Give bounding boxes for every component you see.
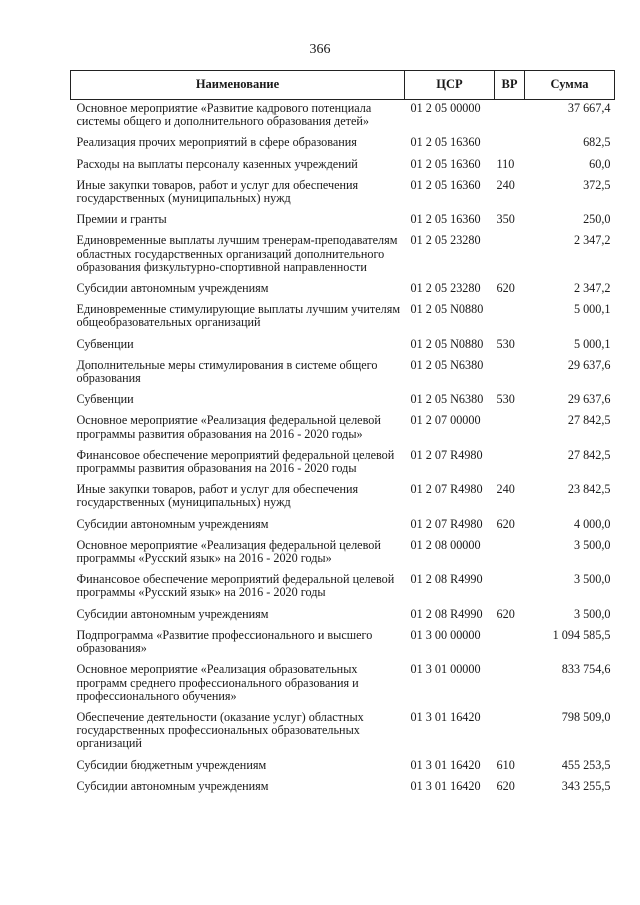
table-row bbox=[71, 280, 615, 301]
table-row bbox=[71, 627, 615, 661]
row-sum-cell: 682,5 bbox=[583, 135, 611, 150]
row-vr-cell bbox=[495, 537, 525, 571]
row-sum-cell: 455 253,5 bbox=[561, 757, 611, 772]
table-row bbox=[71, 156, 615, 177]
row-sum-cell: 798 509,0 bbox=[561, 709, 611, 724]
row-name-cell: Премии и гранты bbox=[76, 212, 167, 227]
row-name-cell: Основное мероприятие «Реализация образовательных программ среднего профессионального образования и профессионального обучения» bbox=[76, 662, 359, 703]
row-name-cell: Субвенции bbox=[76, 336, 134, 351]
row-vr-cell bbox=[495, 232, 525, 280]
row-vr-cell: 620 bbox=[496, 606, 515, 621]
row-name-cell: Субвенции bbox=[76, 392, 134, 407]
row-sum-cell: 2 347,2 bbox=[573, 233, 611, 248]
row-csr-cell: 01 2 05 N0880 bbox=[410, 302, 484, 317]
row-sum-cell: 3 500,0 bbox=[573, 572, 611, 587]
row-csr-cell: 01 2 07 00000 bbox=[410, 413, 481, 428]
header-csr: ЦСР bbox=[405, 71, 495, 100]
table-row bbox=[71, 481, 615, 515]
row-csr-cell: 01 3 00 00000 bbox=[410, 627, 481, 642]
row-name-cell: Дополнительные меры стимулирования в системе общего образования bbox=[76, 357, 378, 386]
table-row bbox=[71, 232, 615, 280]
page-number: 366 bbox=[309, 42, 331, 57]
header-name: Наименование bbox=[71, 71, 405, 100]
row-sum-cell: 1 094 585,5 bbox=[552, 627, 611, 642]
row-sum-cell: 37 667,4 bbox=[567, 101, 611, 115]
row-vr-cell bbox=[495, 301, 525, 335]
row-vr-cell: 530 bbox=[496, 392, 515, 407]
row-sum-cell: 27 842,5 bbox=[567, 447, 611, 462]
row-vr-cell bbox=[495, 357, 525, 391]
row-name-cell: Основное мероприятие «Развитие кадрового потенциала системы общего и дополнительного образования детей» bbox=[76, 101, 372, 129]
header-sum: Сумма bbox=[525, 71, 615, 100]
row-vr-cell: 240 bbox=[496, 482, 515, 497]
row-csr-cell: 01 2 05 23280 bbox=[410, 233, 481, 248]
row-vr-cell bbox=[495, 661, 525, 709]
table-header bbox=[71, 71, 615, 100]
row-vr-cell: 610 bbox=[496, 757, 515, 772]
row-vr-cell: 620 bbox=[496, 516, 515, 531]
row-csr-cell: 01 2 05 N0880 bbox=[410, 336, 484, 351]
row-sum-cell: 60,0 bbox=[589, 156, 611, 171]
row-name-cell: Субсидии автономным учреждениям bbox=[76, 516, 269, 531]
row-sum-cell: 27 842,5 bbox=[567, 413, 611, 428]
table-row bbox=[71, 301, 615, 335]
row-csr-cell: 01 2 05 16360 bbox=[410, 212, 481, 227]
row-csr-cell: 01 2 05 16360 bbox=[410, 135, 481, 150]
row-sum-cell: 4 000,0 bbox=[573, 516, 611, 531]
table-row bbox=[71, 357, 615, 391]
row-vr-cell bbox=[495, 100, 525, 135]
row-csr-cell: 01 2 07 R4980 bbox=[410, 447, 483, 462]
row-sum-cell: 5 000,1 bbox=[573, 302, 611, 317]
row-csr-cell: 01 2 08 00000 bbox=[410, 537, 481, 552]
table-row bbox=[71, 391, 615, 412]
row-sum-cell: 5 000,1 bbox=[573, 336, 611, 351]
row-sum-cell: 833 754,6 bbox=[561, 662, 611, 677]
row-name-cell: Единовременные стимулирующие выплаты лучшим учителям общеобразовательных организаций bbox=[76, 302, 401, 330]
row-csr-cell: 01 2 07 R4980 bbox=[410, 516, 483, 531]
budget-table-container bbox=[70, 70, 614, 799]
row-name-cell: Обеспечение деятельности (оказание услуг) областных государственных профессиональных образовательных организаций bbox=[76, 709, 364, 751]
row-sum-cell: 372,5 bbox=[583, 177, 611, 192]
row-sum-cell: 2 347,2 bbox=[573, 281, 611, 296]
row-csr-cell: 01 2 05 00000 bbox=[410, 101, 481, 115]
row-sum-cell: 343 255,5 bbox=[561, 778, 611, 793]
row-name-cell: Финансовое обеспечение мероприятий федеральной целевой программы развития образования на 2016 - 2020 годы bbox=[76, 447, 395, 476]
row-csr-cell: 01 3 01 16420 bbox=[410, 709, 481, 724]
row-vr-cell bbox=[495, 709, 525, 757]
row-name-cell: Единовременные выплаты лучшим тренерам-преподавателям областных государственных организаций дополнительного образования физкультурно-спортивной направленности bbox=[76, 233, 398, 274]
row-name-cell: Основное мероприятие «Реализация федеральной целевой программы развития образования на 2016 - 2020 годы» bbox=[76, 413, 381, 441]
header-vr: ВР bbox=[495, 71, 525, 100]
table-row bbox=[71, 412, 615, 446]
row-vr-cell: 620 bbox=[496, 281, 515, 296]
row-name-cell: Расходы на выплаты персоналу казенных учреждений bbox=[76, 156, 358, 171]
row-name-cell: Субсидии бюджетным учреждениям bbox=[76, 757, 267, 772]
row-sum-cell: 3 500,0 bbox=[573, 606, 611, 621]
table-row bbox=[71, 100, 615, 135]
table-row bbox=[71, 211, 615, 232]
row-csr-cell: 01 2 05 23280 bbox=[410, 281, 481, 296]
table-row bbox=[71, 447, 615, 481]
row-name-cell: Субсидии автономным учреждениям bbox=[76, 281, 269, 296]
row-vr-cell: 350 bbox=[496, 212, 515, 227]
budget-table bbox=[70, 70, 615, 799]
row-sum-cell: 3 500,0 bbox=[573, 537, 611, 552]
row-sum-cell: 23 842,5 bbox=[567, 482, 611, 497]
row-csr-cell: 01 2 05 N6380 bbox=[410, 357, 484, 372]
table-row bbox=[71, 778, 615, 799]
table-row bbox=[71, 516, 615, 537]
row-csr-cell: 01 3 01 00000 bbox=[410, 662, 481, 677]
table-row bbox=[71, 661, 615, 709]
row-sum-cell: 29 637,6 bbox=[567, 357, 611, 372]
row-name-cell: Основное мероприятие «Реализация федеральной целевой программы «Русский язык» на 2016 - 2020 годы» bbox=[76, 537, 381, 566]
row-csr-cell: 01 2 08 R4990 bbox=[410, 572, 483, 587]
row-csr-cell: 01 2 08 R4990 bbox=[410, 606, 483, 621]
row-name-cell: Реализация прочих мероприятий в сфере образования bbox=[76, 135, 357, 150]
table-row bbox=[71, 177, 615, 211]
row-sum-cell: 29 637,6 bbox=[567, 392, 611, 407]
row-name-cell: Подпрограмма «Развитие профессионального и высшего образования» bbox=[76, 627, 373, 656]
header-row bbox=[71, 71, 615, 100]
row-name-cell: Иные закупки товаров, работ и услуг для обеспечения государственных (муниципальных) нужд bbox=[76, 177, 359, 206]
row-name-cell: Субсидии автономным учреждениям bbox=[76, 778, 269, 793]
table-row bbox=[71, 134, 615, 155]
row-vr-cell bbox=[495, 627, 525, 661]
row-csr-cell: 01 2 05 16360 bbox=[410, 177, 481, 192]
row-name-cell: Финансовое обеспечение мероприятий федеральной целевой программы «Русский язык» на 2016 - 2020 годы bbox=[76, 572, 395, 600]
row-vr-cell bbox=[495, 134, 525, 155]
row-vr-cell bbox=[495, 447, 525, 481]
row-vr-cell bbox=[495, 412, 525, 446]
row-csr-cell: 01 2 05 16360 bbox=[410, 156, 481, 171]
table-row bbox=[71, 571, 615, 605]
row-vr-cell: 240 bbox=[496, 177, 515, 192]
table-row bbox=[71, 757, 615, 778]
row-csr-cell: 01 2 07 R4980 bbox=[410, 482, 483, 497]
row-vr-cell: 110 bbox=[496, 156, 515, 171]
row-name-cell: Субсидии автономным учреждениям bbox=[76, 606, 269, 621]
row-vr-cell: 530 bbox=[496, 336, 515, 351]
row-name-cell: Иные закупки товаров, работ и услуг для обеспечения государственных (муниципальных) нужд bbox=[76, 482, 359, 510]
row-csr-cell: 01 2 05 N6380 bbox=[410, 392, 484, 407]
table-body bbox=[71, 100, 615, 799]
table-row bbox=[71, 606, 615, 627]
table-row bbox=[71, 336, 615, 357]
row-vr-cell: 620 bbox=[496, 778, 515, 793]
row-sum-cell: 250,0 bbox=[583, 212, 611, 227]
table-row bbox=[71, 537, 615, 571]
row-vr-cell bbox=[495, 571, 525, 605]
row-csr-cell: 01 3 01 16420 bbox=[410, 778, 481, 793]
row-csr-cell: 01 3 01 16420 bbox=[410, 757, 481, 772]
table-row bbox=[71, 709, 615, 757]
